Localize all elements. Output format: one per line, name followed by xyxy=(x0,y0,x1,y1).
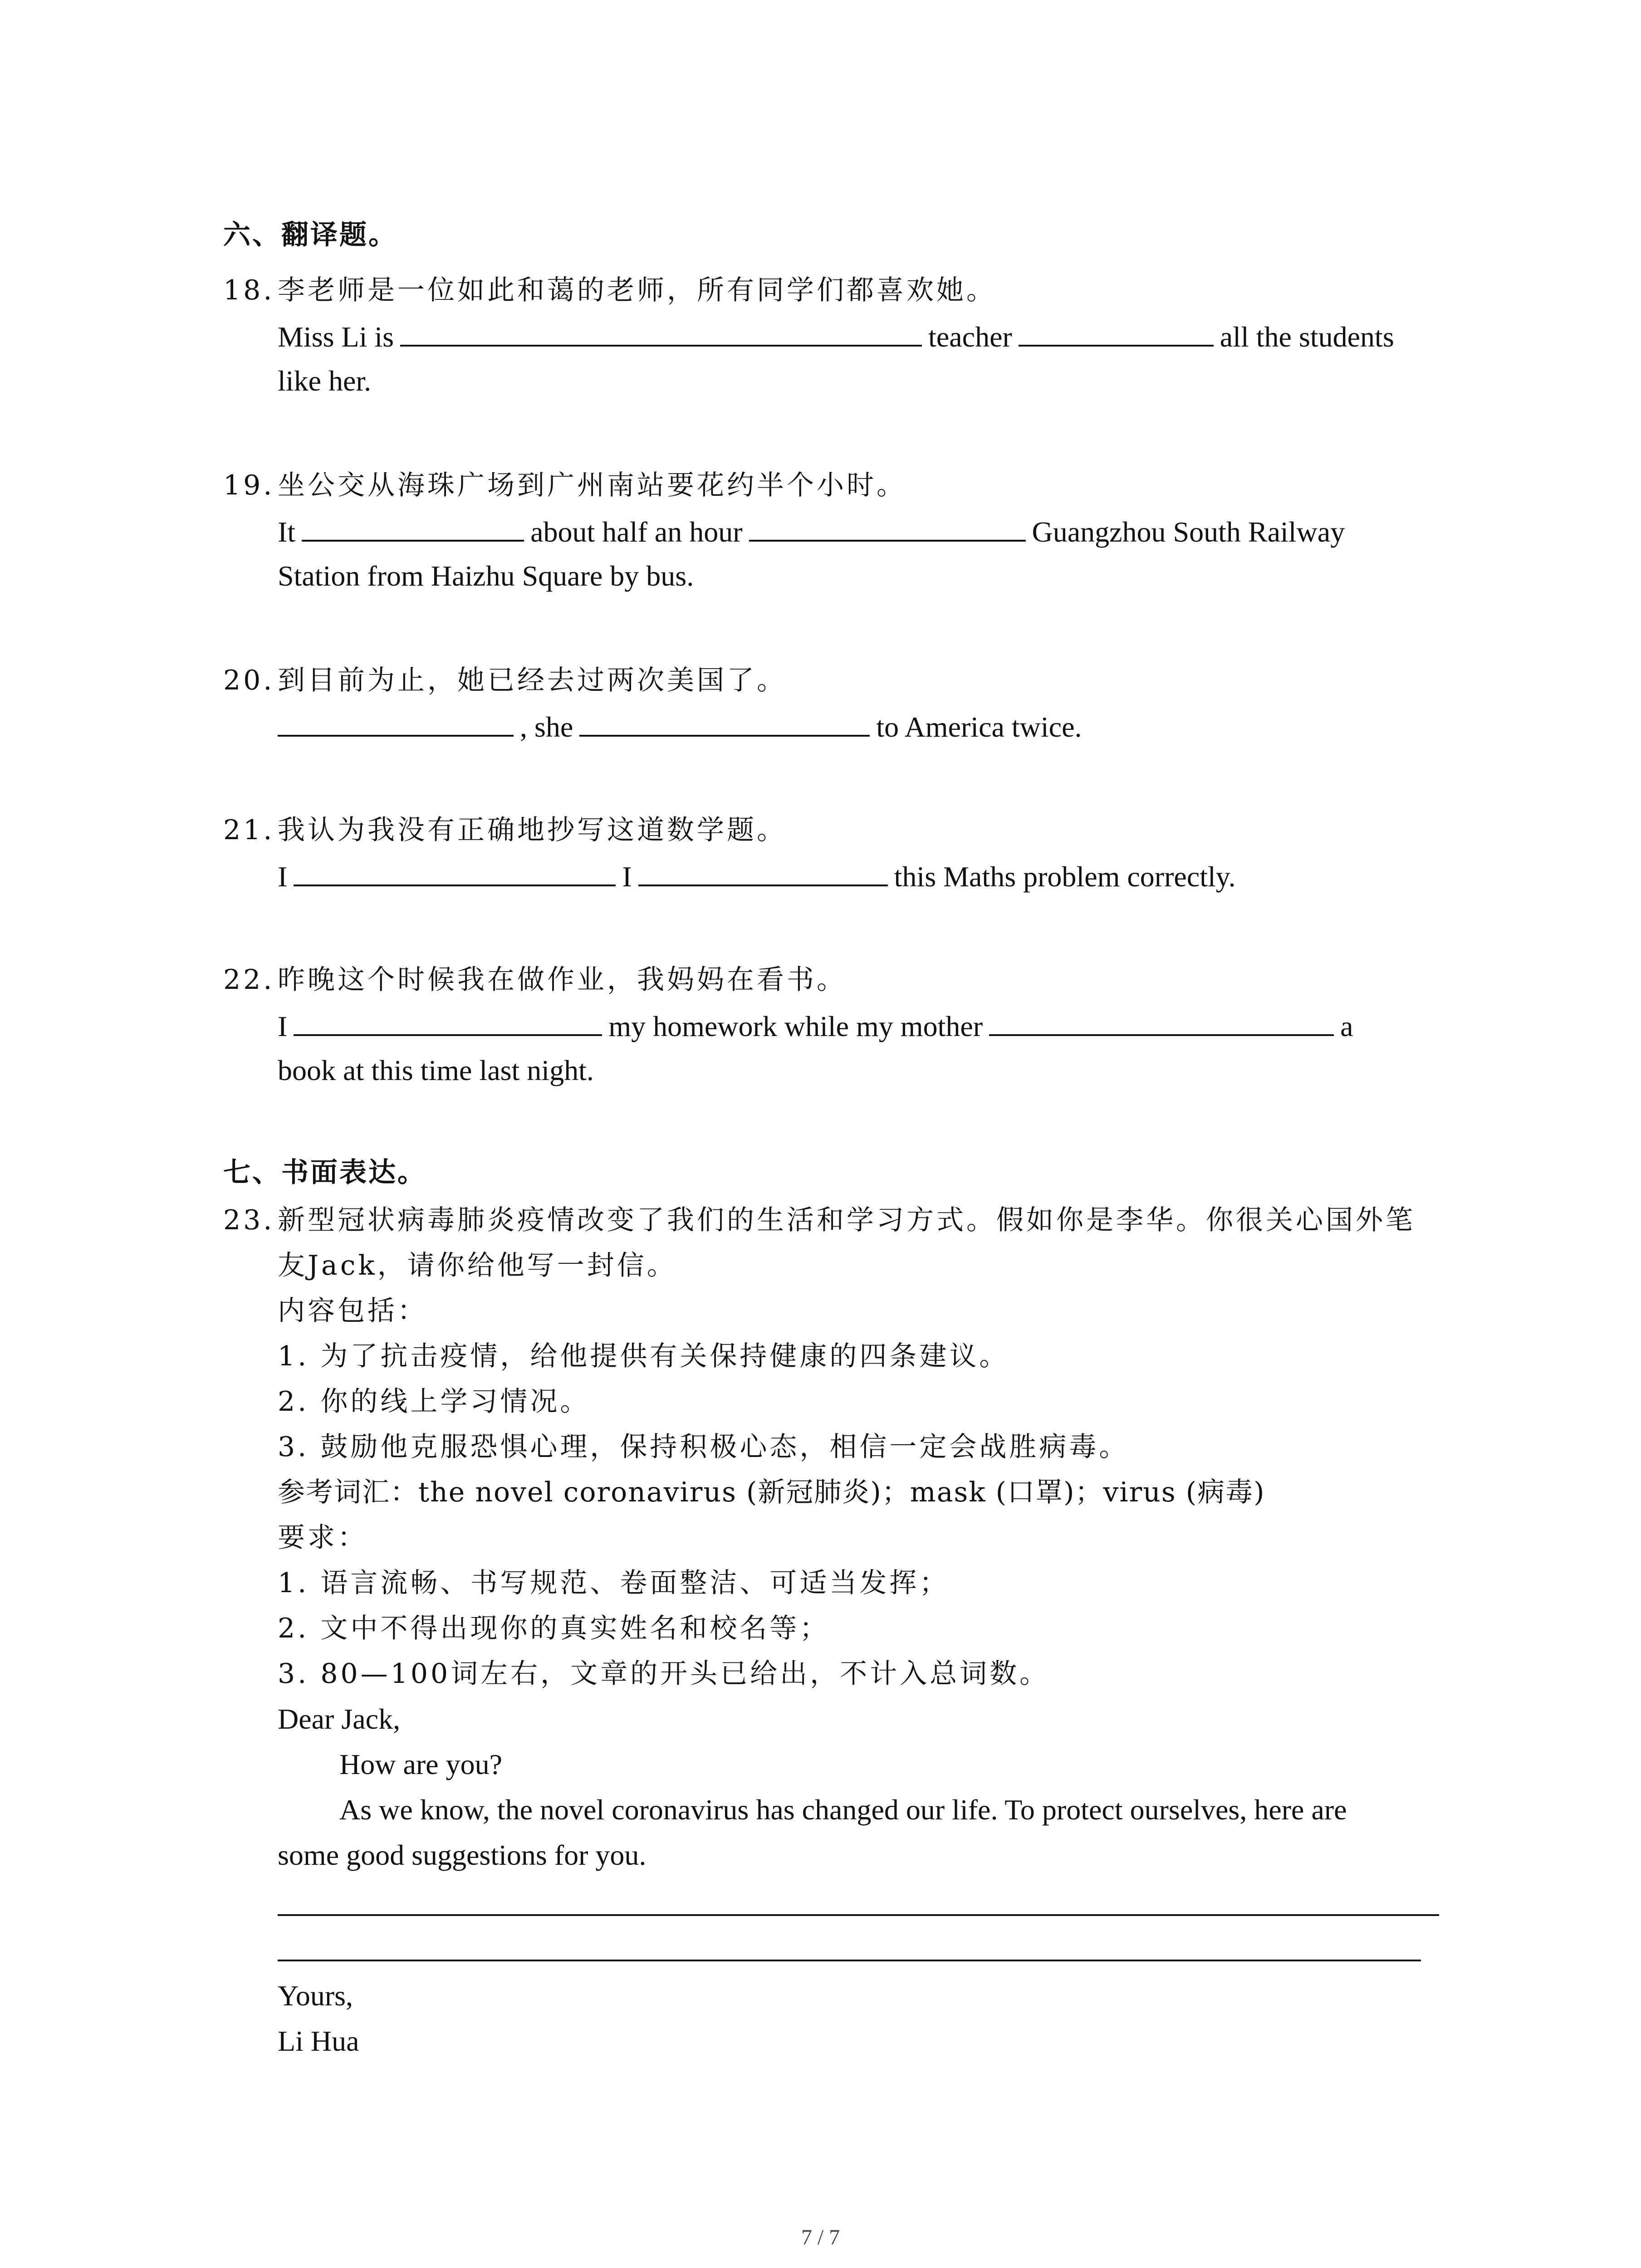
letter-body-line1: As we know, the novel coronavirus has changed our life. To protect ourselves, here are xyxy=(339,1794,1347,1826)
q20-prompt xyxy=(223,662,787,699)
q22-blank2[interactable] xyxy=(989,1007,1334,1036)
q23-requirement-2: 2. 文中不得出现你的真实姓名和校名等； xyxy=(278,1613,830,1644)
q18-sentence xyxy=(278,318,1394,355)
q21-part2: I xyxy=(622,860,632,893)
q23-chinese-1: 新型冠状病毒肺炎疫情改变了我们的生活和学习方式。假如你是李华。你很关心国外笔 xyxy=(278,1204,1416,1236)
q18-part2: teacher xyxy=(928,321,1012,353)
q19-number: 19. xyxy=(223,469,275,501)
q22-blank1[interactable] xyxy=(294,1007,602,1036)
q20-part1: , she xyxy=(520,711,573,743)
q21-part1: I xyxy=(278,860,288,893)
q18-sentence-cont: like her. xyxy=(278,365,372,397)
q22-sentence xyxy=(278,1007,1353,1045)
letter-salutation: Dear Jack, xyxy=(278,1703,401,1735)
page-number: 7 / 7 xyxy=(801,2225,840,2249)
letter-signature: Li Hua xyxy=(278,2025,359,2057)
q20-sentence xyxy=(278,708,1082,745)
q23-prompt-line2: 友Jack，请你给他写一封信。 xyxy=(278,1250,677,1281)
q22-part3: a xyxy=(1340,1010,1353,1042)
q23-requirement-1: 1. 语言流畅、书写规范、卷面整洁、可适当发挥； xyxy=(278,1567,950,1599)
q20-part2: to America twice. xyxy=(876,711,1082,743)
q18-blank2[interactable] xyxy=(1019,318,1214,347)
q21-chinese: 我认为我没有正确地抄写这道数学题。 xyxy=(278,814,787,846)
letter-body-line2: some good suggestions for you. xyxy=(278,1839,647,1871)
q23-content-2: 2. 你的线上学习情况。 xyxy=(278,1386,590,1418)
q22-number: 22. xyxy=(223,964,275,996)
q22-part2: my homework while my mother xyxy=(608,1010,983,1042)
q19-prompt xyxy=(223,467,906,503)
q18-prompt xyxy=(223,272,996,308)
q23-content-3: 3. 鼓励他克服恐惧心理，保持积极心态，相信一定会战胜病毒。 xyxy=(278,1431,1129,1463)
q20-chinese: 到目前为止，她已经去过两次美国了。 xyxy=(278,665,787,696)
q21-sentence xyxy=(278,857,1236,895)
q23-content-label: 内容包括： xyxy=(278,1295,427,1327)
q21-blank1[interactable] xyxy=(294,857,616,886)
q22-sentence-cont: book at this time last night. xyxy=(278,1054,594,1086)
q18-number: 18. xyxy=(223,274,275,306)
q19-blank2[interactable] xyxy=(749,513,1026,542)
section-6-title: 六、翻译题。 xyxy=(223,219,397,251)
q19-chinese: 坐公交从海珠广场到广州南站要花约半个小时。 xyxy=(278,469,906,501)
letter-closing: Yours, xyxy=(278,1980,353,2012)
q20-blank2[interactable] xyxy=(579,708,870,737)
q19-part3: Guangzhou South Railway xyxy=(1032,516,1345,548)
q21-prompt xyxy=(223,812,787,848)
q20-blank1[interactable] xyxy=(278,708,514,737)
q18-chinese: 李老师是一位如此和蔼的老师，所有同学们都喜欢她。 xyxy=(278,274,996,306)
q23-vocabulary: 参考词汇：the novel coronavirus (新冠肺炎)；mask (口罩)；virus (病毒) xyxy=(278,1476,1265,1508)
writing-line-1[interactable] xyxy=(278,1914,1439,1916)
q18-blank1[interactable] xyxy=(400,318,922,347)
section-7-title: 七、书面表达。 xyxy=(223,1157,426,1188)
q21-blank2[interactable] xyxy=(638,857,888,886)
q23-number: 23. xyxy=(223,1204,275,1236)
q22-part1: I xyxy=(278,1010,288,1042)
q22-prompt xyxy=(223,962,847,998)
q19-blank1[interactable] xyxy=(302,513,524,542)
q19-part1: It xyxy=(278,516,296,548)
q23-prompt-line1 xyxy=(223,1202,1416,1238)
q21-number: 21. xyxy=(223,814,275,846)
q20-number: 20. xyxy=(223,665,275,696)
letter-greeting: How are you? xyxy=(339,1748,502,1780)
q23-requirement-3: 3. 80—100词左右，文章的开头已给出，不计入总词数。 xyxy=(278,1658,1050,1690)
q22-chinese: 昨晚这个时候我在做作业，我妈妈在看书。 xyxy=(278,964,847,996)
writing-line-2[interactable] xyxy=(278,1960,1421,1961)
q23-content-1: 1. 为了抗击疫情，给他提供有关保持健康的四条建议。 xyxy=(278,1340,1009,1372)
q19-sentence-cont: Station from Haizhu Square by bus. xyxy=(278,560,694,592)
q21-part3: this Maths problem correctly. xyxy=(894,860,1236,893)
q18-part3: all the students xyxy=(1220,321,1394,353)
q23-requirements-label: 要求： xyxy=(278,1522,367,1554)
q18-part1: Miss Li is xyxy=(278,321,394,353)
q19-part2: about half an hour xyxy=(530,516,743,548)
q19-sentence xyxy=(278,513,1345,550)
